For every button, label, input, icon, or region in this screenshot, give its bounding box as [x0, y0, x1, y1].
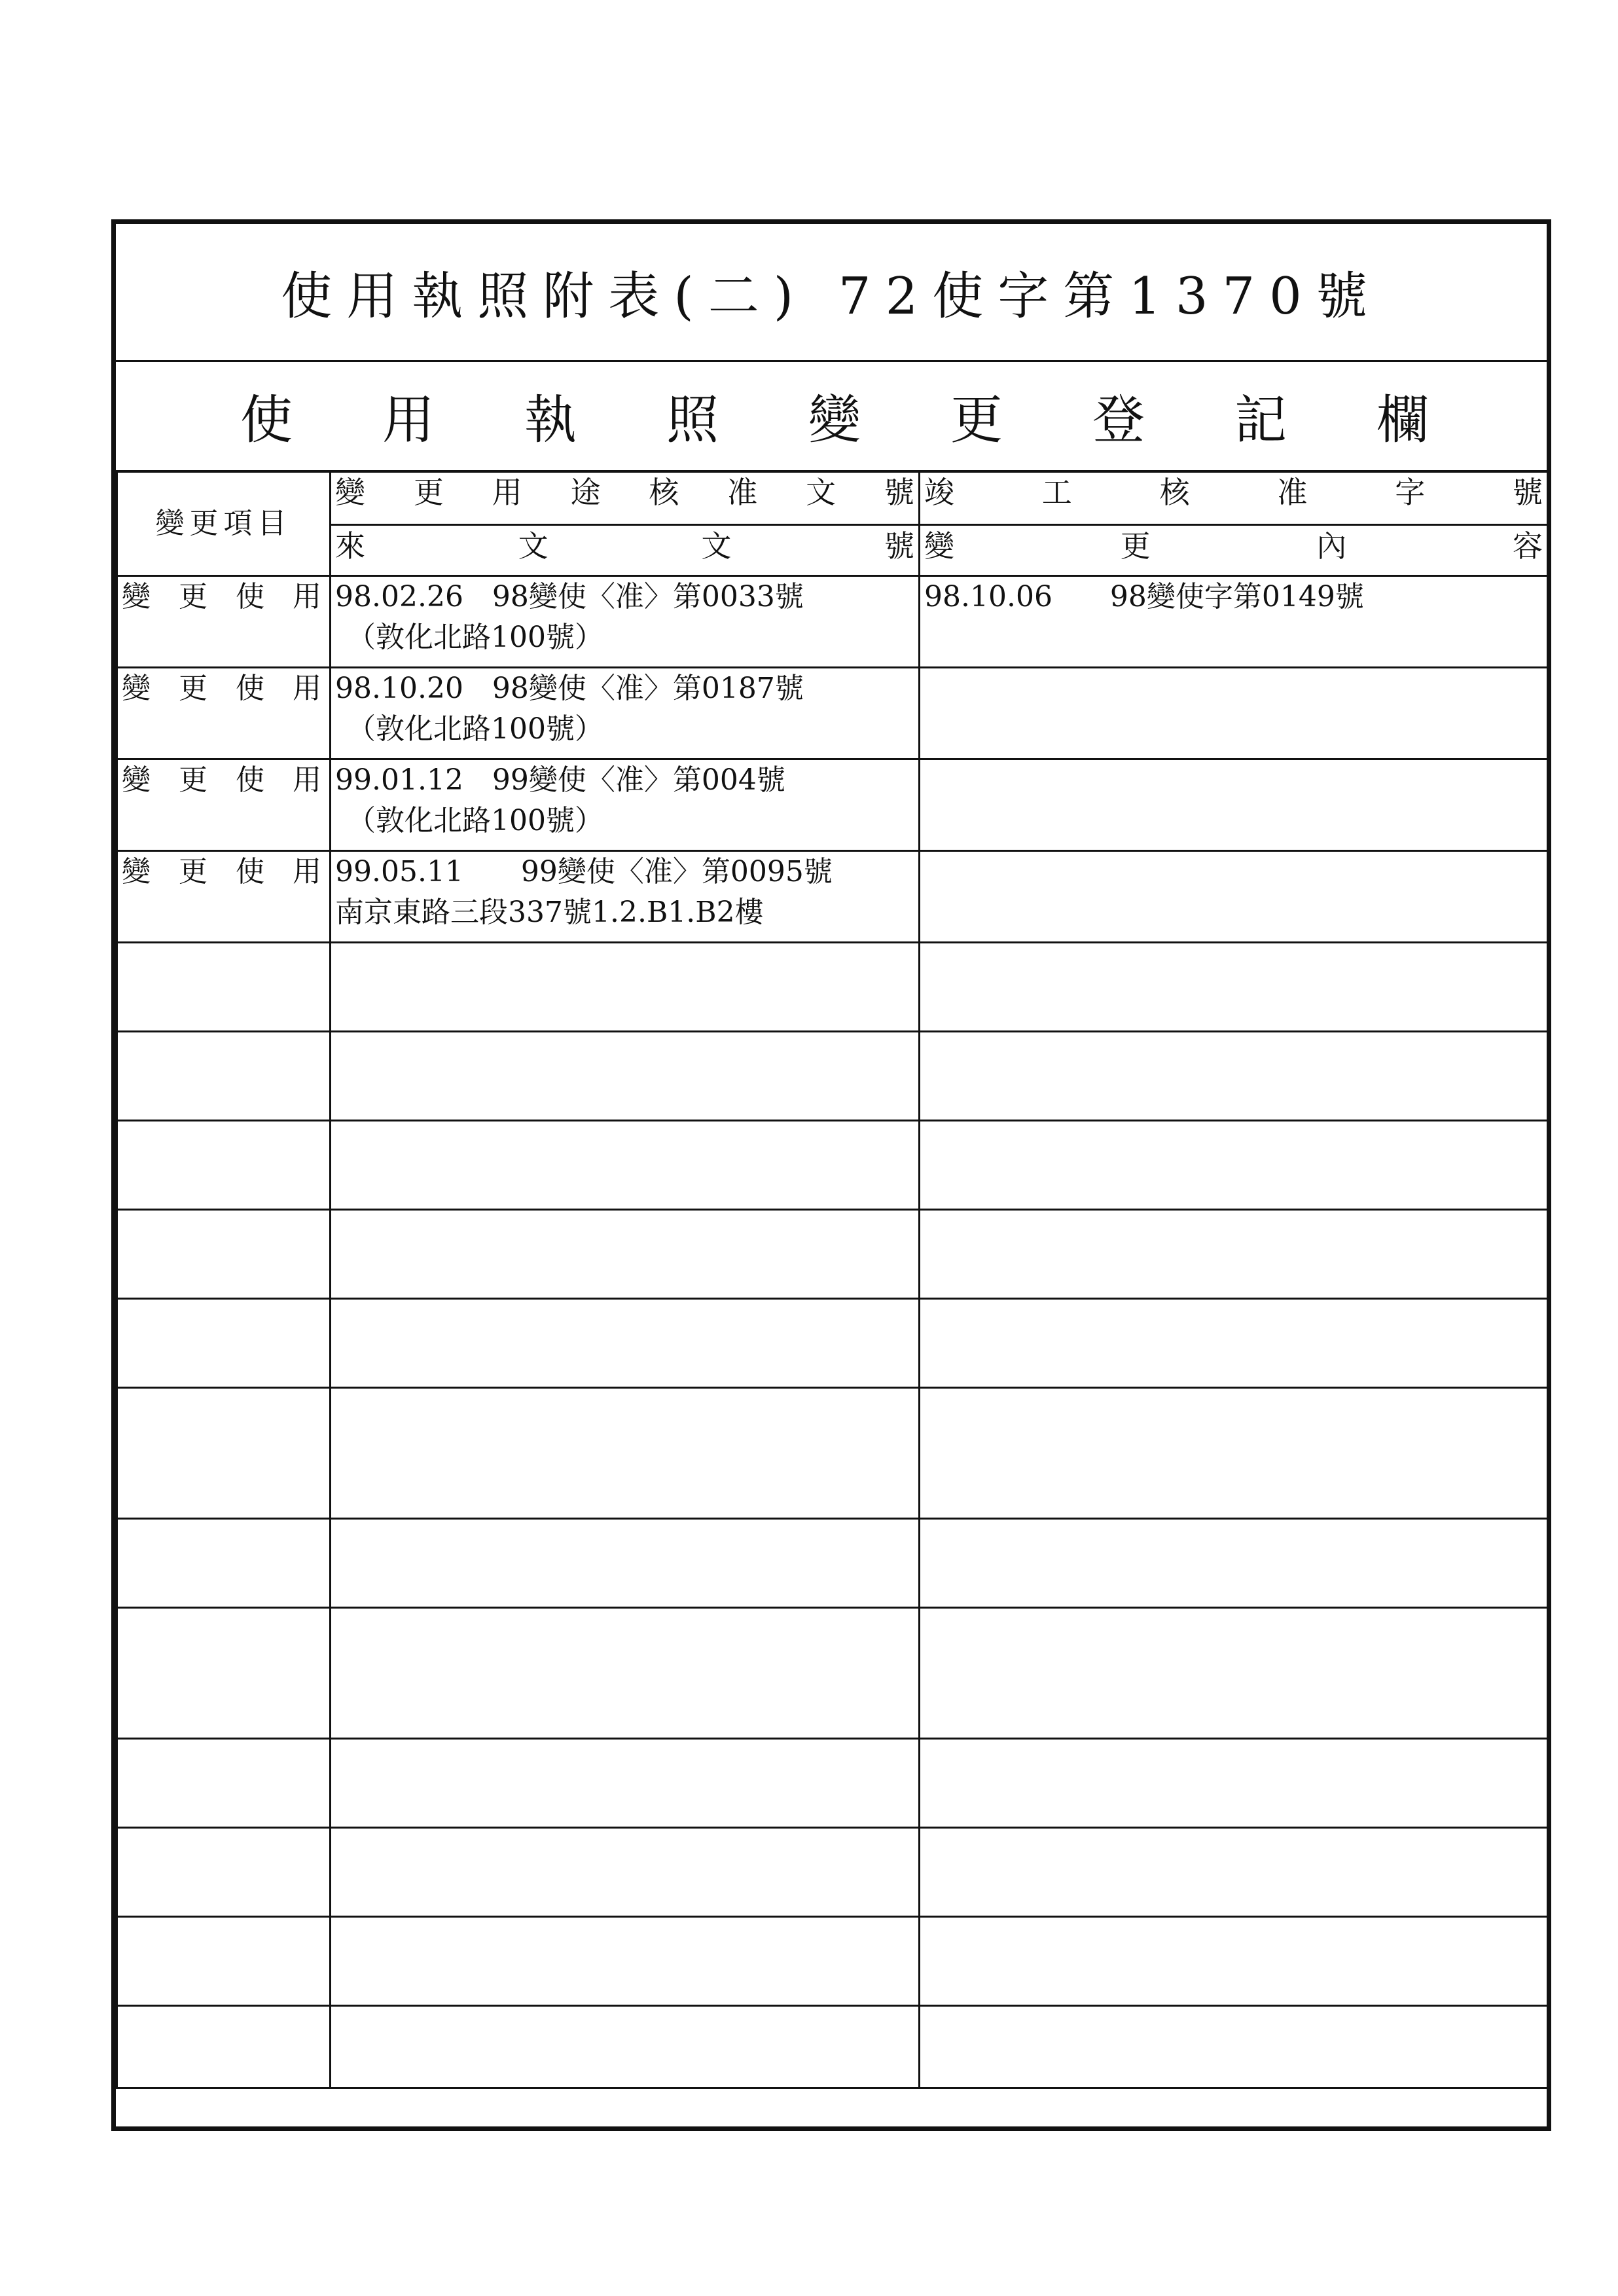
- subtitle-char: 記: [1234, 389, 1287, 450]
- license-sheet: [111, 219, 1551, 2131]
- header-completion-no: 竣 工 核 准 字 號: [920, 471, 1548, 525]
- change-item: 變 更 使 用: [117, 851, 331, 943]
- header-row-1: [117, 471, 1548, 525]
- empty-row: [117, 1828, 1548, 1917]
- page-title: 使用執照附表(二) 72使字第1370號: [281, 267, 1382, 326]
- empty-row: [117, 1519, 1548, 1608]
- table-row: [117, 851, 1548, 943]
- subtitle-row: [116, 360, 1547, 473]
- empty-row: [117, 1739, 1548, 1828]
- completion-doc: [920, 759, 1548, 851]
- completion-doc: 98.10.06 98變使字第0149號: [920, 576, 1548, 668]
- change-item: 變 更 使 用: [117, 668, 331, 759]
- table-row: [117, 759, 1548, 851]
- header-incoming-doc: 來 文 文 號: [331, 525, 920, 576]
- header-change-content: 變 更 內 容: [920, 525, 1548, 576]
- empty-row: [117, 943, 1548, 1032]
- approval-doc: 99.01.12 99變使〈准〉第004號 （敦化北路100號）: [331, 759, 920, 851]
- empty-row: [117, 1210, 1548, 1299]
- change-record-table: [116, 470, 1549, 2089]
- change-item: 變 更 使 用: [117, 759, 331, 851]
- subtitle-char: 照: [666, 389, 719, 450]
- header-approval-no: 變 更 用 途 核 准 文 號: [331, 471, 920, 525]
- approval-doc: 99.05.11 99變使〈准〉第0095號 南京東路三段337號1.2.B1.B2樓: [331, 851, 920, 943]
- table-row: [117, 576, 1548, 668]
- approval-doc: 98.02.26 98變使〈准〉第0033號 （敦化北路100號）: [331, 576, 920, 668]
- subtitle-char: 用: [382, 389, 435, 450]
- header-row-2: [117, 525, 1548, 576]
- empty-row: [117, 1917, 1548, 2006]
- change-item: 變 更 使 用: [117, 576, 331, 668]
- empty-row: [117, 1388, 1548, 1519]
- approval-doc: 98.10.20 98變使〈准〉第0187號 （敦化北路100號）: [331, 668, 920, 759]
- title-row: [116, 224, 1547, 362]
- subtitle-char: 使: [240, 389, 293, 450]
- subtitle: [116, 378, 1547, 453]
- completion-doc: [920, 851, 1548, 943]
- subtitle-char: 執: [524, 389, 577, 450]
- empty-row: [117, 1121, 1548, 1210]
- completion-doc: [920, 668, 1548, 759]
- subtitle-char: 變: [808, 389, 861, 450]
- header-change-item: 變更項目: [117, 471, 331, 576]
- empty-row: [117, 1032, 1548, 1121]
- subtitle-char: 登: [1092, 389, 1145, 450]
- empty-row: [117, 1299, 1548, 1388]
- empty-row: [117, 1608, 1548, 1739]
- empty-row: [117, 2006, 1548, 2088]
- subtitle-char: 欄: [1376, 389, 1429, 450]
- table-row: [117, 668, 1548, 759]
- subtitle-char: 更: [950, 389, 1003, 450]
